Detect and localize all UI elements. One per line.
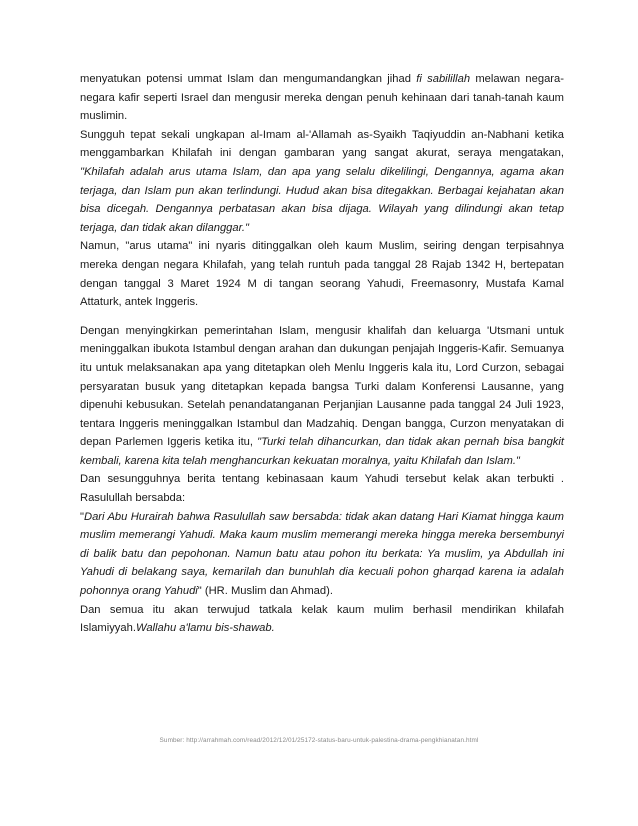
text-run: Dan sesungguhnya berita tentang kebinasaan kaum Yahudi tersebut kelak akan terbukti . Rasulullah bersabda: bbox=[80, 473, 564, 505]
text-run: menyatukan potensi ummat Islam dan mengumandangkan jihad bbox=[80, 73, 417, 85]
text-run: melawan negara-negara kafir seperti Israel dan mengusir mereka dengan penuh kehinaan dari tanah-tanah kaum muslimin. bbox=[80, 73, 564, 123]
italic-text: "Khilafah adalah arus utama Islam, dan apa yang selalu dikelilingi, Dengannya, agama akan terjaga, dan Islam pun akan terlindungi. Hudud akan bisa ditegakkan. Berbagai kejahatan akan bisa dicegah. Dengannya perbatasan akan bisa dijaga. Wilayah yang dilindungi akan tetap terjaga, dan tidak akan dilanggar." bbox=[80, 165, 564, 234]
italic-text: fi sabilillah bbox=[416, 73, 471, 85]
paragraph bbox=[80, 322, 564, 638]
text-run: Dengan menyingkirkan pemerintahan Islam, mengusir khalifah dan keluarga 'Utsmani untuk meninggalkan ibukota Istambul dengan arahan dan dukungan penjajah Inggeris-Kafir. Semuanya itu untuk melaksanakan apa yang ditetapkan oleh Menlu Inggeris kala itu, Lord Curzon, sebagai persyaratan busuk yang ditetapkan kepada bangsa Turki dalam Konferensi Lausanne, yang dipenuhi kebusukan. Setelah penandatanganan Perjanjian Lausanne pada tanggal 24 Juli 1923, tentara Inggeris meninggalkan Istambul dan Madzahiq. Dengan bangga, Curzon menyatakan di depan Parlemen Iggeris ketika itu, bbox=[80, 324, 564, 449]
text-run: Dan semua itu akan terwujud tatkala kelak kaum mulim berhasil mendirikan khilafah Islamiyyah. bbox=[80, 603, 564, 635]
italic-text: Wallahu a'lamu bis-shawab. bbox=[135, 622, 275, 635]
italic-text: "Turki telah dihancurkan, dan tidak akan pernah bisa bangkit kembali, karena kita telah menghancurkan kekuatan moralnya, yaitu Khilafah dan Islam." bbox=[80, 436, 564, 467]
text-run: " bbox=[80, 510, 84, 523]
source-footer bbox=[0, 737, 638, 744]
document-body bbox=[80, 70, 564, 648]
text-run: Sungguh tepat sekali ungkapan al-Imam al-'Allamah as-Syaikh Taqiyuddin an-Nabhani ketika menggambarkan Khilafah ini dengan gambaran yang sangat akurat, seraya mengatakan, bbox=[80, 128, 564, 160]
italic-text: Dari Abu Hurairah bahwa Rasulullah saw bersabda: tidak akan datang Hari Kiamat hingga kaum muslim memerangi Yahudi. Maka kaum muslim memerangi mereka hingga mereka bersembunyi di balik batu dan pepohonan. Namun batu atau pohon itu berkata: Ya muslim, ya Abdullah ini Yahudi di belakang saya, kemarilah dan bunuhlah dia kecuali pohon gharqad karena ia adalah pohonnya orang Yahudi bbox=[80, 510, 564, 598]
text-run: " (HR. Muslim dan Ahmad). bbox=[197, 585, 333, 598]
text-run: Namun, "arus utama" ini nyaris ditinggalkan oleh kaum Muslim, seiring dengan terpisahnya mereka dengan negara Khilafah, yang telah runtuh pada tanggal 28 Rajab 1342 H, bertepatan dengan tanggal 3 Maret 1924 M di tangan seorang Yahudi, Freemasonry, Mustafa Kamal Attaturk, antek Inggeris. bbox=[80, 240, 564, 309]
source-text: Sumber: http://arrahmah.com/read/2012/12/01/25172-status-baru-untuk-palestina-drama-pengkhianatan.html bbox=[159, 737, 479, 744]
paragraph bbox=[80, 70, 564, 312]
